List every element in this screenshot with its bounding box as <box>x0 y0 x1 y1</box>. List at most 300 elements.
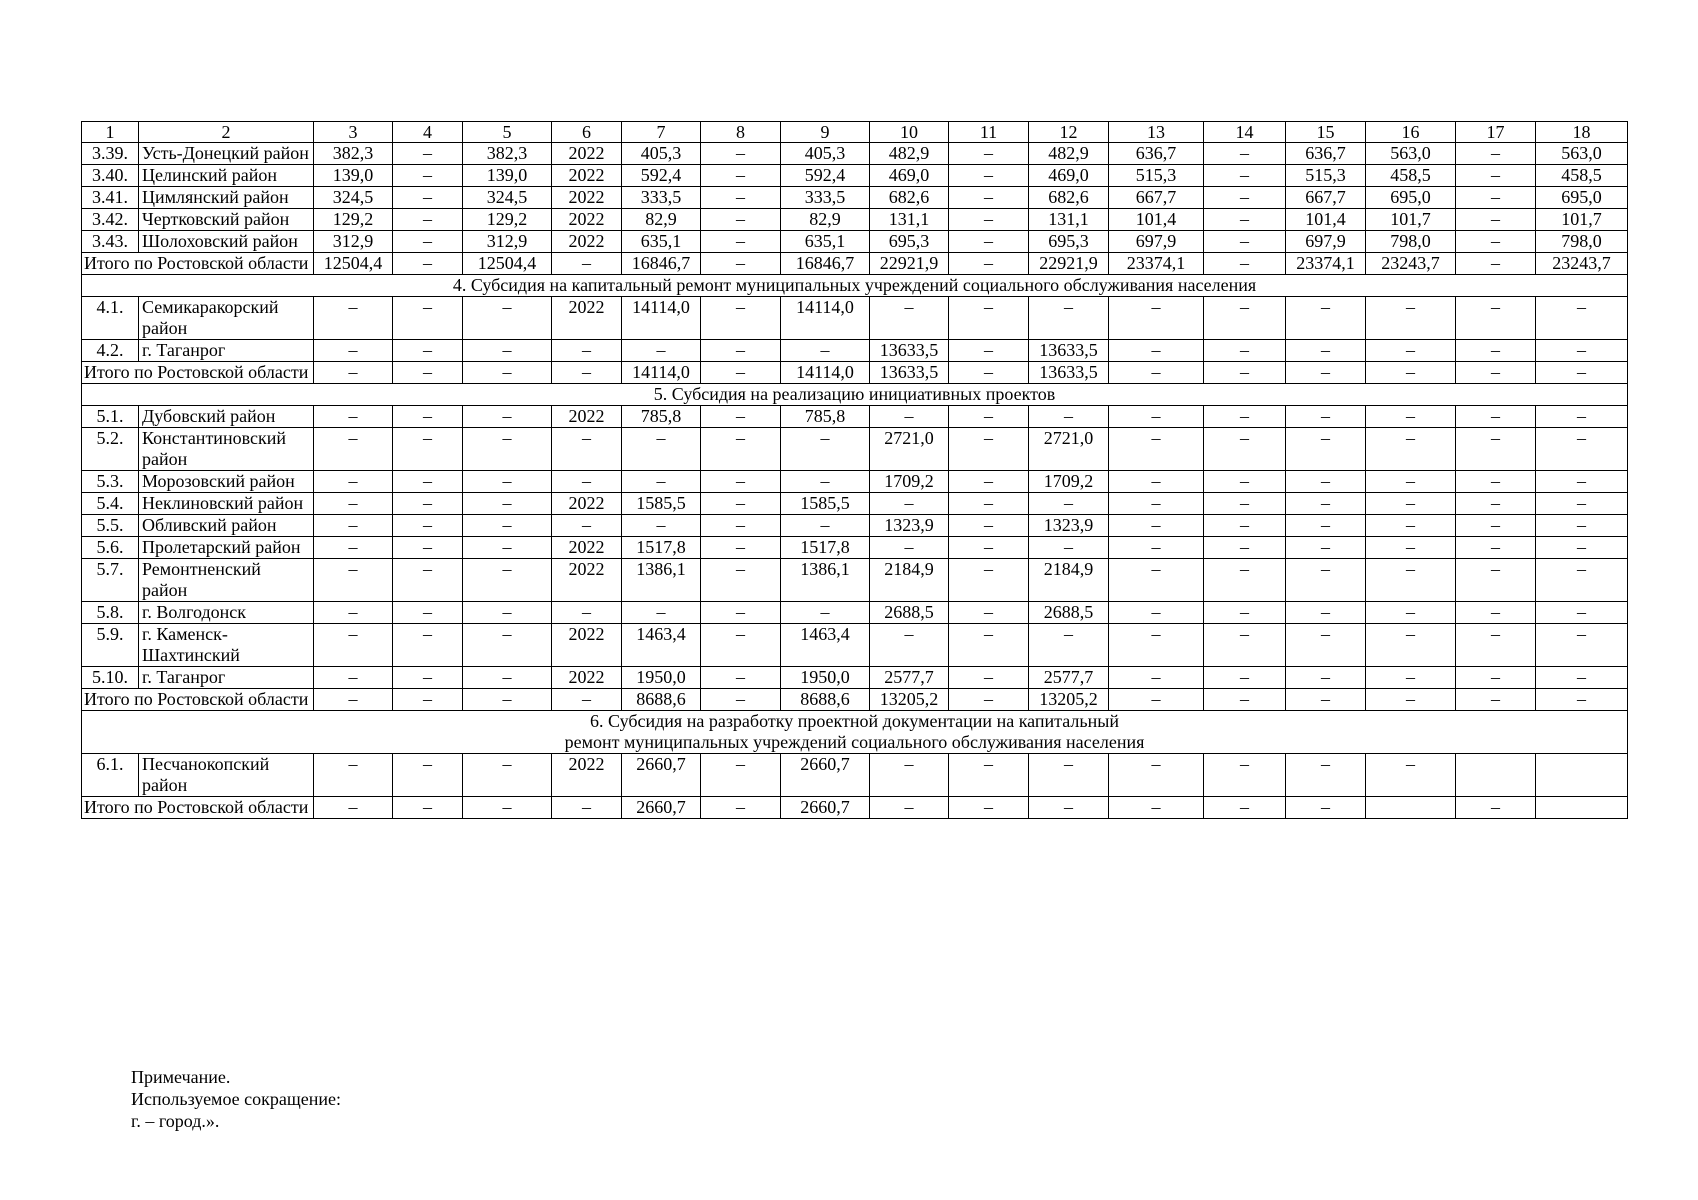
table-cell: – <box>701 689 781 711</box>
table-cell: – <box>1109 297 1204 340</box>
table-cell: 1585,5 <box>622 493 701 515</box>
table-cell: – <box>1109 406 1204 428</box>
table-cell: 2660,7 <box>781 754 870 797</box>
table-cell: – <box>1286 624 1366 667</box>
table-cell: 563,0 <box>1366 143 1456 165</box>
row-number: 5.5. <box>82 515 139 537</box>
district-name: Неклиновский район <box>139 493 314 515</box>
section-title <box>82 275 1628 297</box>
table-cell: 1463,4 <box>622 624 701 667</box>
table-cell: – <box>949 209 1029 231</box>
table-cell: 13633,5 <box>870 362 949 384</box>
table-cell: – <box>1366 667 1456 689</box>
table-cell: – <box>1109 493 1204 515</box>
table-cell: – <box>393 493 463 515</box>
table-cell: – <box>1286 428 1366 471</box>
table-cell: – <box>1536 689 1628 711</box>
table-cell: – <box>314 537 393 559</box>
table-cell: – <box>1456 797 1536 819</box>
section-title-line: 6. Субсидия на разработку проектной документации на капитальный <box>590 711 1119 731</box>
table-cell: – <box>1366 537 1456 559</box>
table-cell: – <box>1204 340 1286 362</box>
column-header: 9 <box>781 122 870 143</box>
table-cell: – <box>1366 340 1456 362</box>
table-cell: – <box>552 602 622 624</box>
table-cell: – <box>1109 689 1204 711</box>
table-cell: – <box>393 797 463 819</box>
table-cell: 2688,5 <box>870 602 949 624</box>
table-cell: 22921,9 <box>1029 253 1109 275</box>
table-cell: – <box>463 406 552 428</box>
column-header: 11 <box>949 122 1029 143</box>
table-cell: – <box>701 493 781 515</box>
table-cell: – <box>393 754 463 797</box>
table-row <box>82 406 1628 428</box>
table-cell: – <box>1109 537 1204 559</box>
table-cell: – <box>701 187 781 209</box>
table-cell: – <box>1204 559 1286 602</box>
table-cell: – <box>701 602 781 624</box>
table-cell: – <box>870 624 949 667</box>
table-cell: – <box>949 165 1029 187</box>
table-row <box>82 165 1628 187</box>
table-cell: 2022 <box>552 667 622 689</box>
table-cell: – <box>870 797 949 819</box>
table-cell: – <box>1204 428 1286 471</box>
table-cell: – <box>701 624 781 667</box>
table-cell: – <box>1366 362 1456 384</box>
section-title <box>82 711 1628 754</box>
table-row <box>82 667 1628 689</box>
table-cell: – <box>1029 624 1109 667</box>
row-number: 3.42. <box>82 209 139 231</box>
table-cell: – <box>1456 297 1536 340</box>
table-cell: 324,5 <box>463 187 552 209</box>
table-cell: 14114,0 <box>781 297 870 340</box>
row-number: 5.7. <box>82 559 139 602</box>
table-cell: – <box>949 406 1029 428</box>
row-number: 3.43. <box>82 231 139 253</box>
table-cell: 1950,0 <box>622 667 701 689</box>
table-cell: 101,4 <box>1109 209 1204 231</box>
table-cell: – <box>949 493 1029 515</box>
district-name: г. Таганрог <box>139 667 314 689</box>
table-cell: – <box>622 602 701 624</box>
table-cell: – <box>393 602 463 624</box>
table-cell: – <box>552 362 622 384</box>
table-cell: 2184,9 <box>870 559 949 602</box>
table-cell: – <box>463 362 552 384</box>
table-cell: – <box>1366 428 1456 471</box>
table-cell: – <box>1204 253 1286 275</box>
table-cell: – <box>1204 165 1286 187</box>
table-cell: – <box>1204 667 1286 689</box>
column-header: 3 <box>314 122 393 143</box>
note-line: Примечание. <box>131 1067 231 1087</box>
table-cell: 798,0 <box>1366 231 1456 253</box>
table-cell: 2022 <box>552 165 622 187</box>
table-cell: 23374,1 <box>1286 253 1366 275</box>
row-number: 4.1. <box>82 297 139 340</box>
table-cell: – <box>949 689 1029 711</box>
table-cell <box>1366 797 1456 819</box>
table-cell: 682,6 <box>1029 187 1109 209</box>
table-cell: – <box>1366 406 1456 428</box>
table-cell: – <box>1286 602 1366 624</box>
table-cell: 2022 <box>552 406 622 428</box>
table-cell: – <box>1109 362 1204 384</box>
table-cell: 2660,7 <box>622 754 701 797</box>
note-line: г. – город.». <box>131 1111 220 1131</box>
table-cell: – <box>1109 602 1204 624</box>
table-cell: – <box>701 754 781 797</box>
table-cell: – <box>701 165 781 187</box>
table-cell: – <box>314 602 393 624</box>
table-cell: – <box>463 754 552 797</box>
table-cell: – <box>1286 537 1366 559</box>
table-cell: 2022 <box>552 559 622 602</box>
row-number: 5.3. <box>82 471 139 493</box>
total-label: Итого по Ростовской области <box>82 797 314 819</box>
district-name: Семикаракорский район <box>139 297 314 340</box>
table-cell: 1386,1 <box>622 559 701 602</box>
column-header: 1 <box>82 122 139 143</box>
table-cell: – <box>1286 559 1366 602</box>
table-cell: 2577,7 <box>870 667 949 689</box>
district-name: Цимлянский район <box>139 187 314 209</box>
table-cell: – <box>1456 689 1536 711</box>
table-cell: – <box>1204 689 1286 711</box>
table-cell: – <box>393 559 463 602</box>
table-cell: – <box>781 602 870 624</box>
district-name: Чертковский район <box>139 209 314 231</box>
table-cell: – <box>781 428 870 471</box>
table-cell: – <box>463 428 552 471</box>
table-cell: 8688,6 <box>781 689 870 711</box>
table-cell: – <box>1286 297 1366 340</box>
total-label: Итого по Ростовской области <box>82 362 314 384</box>
table-cell: – <box>1456 406 1536 428</box>
table-cell: – <box>463 471 552 493</box>
column-header: 8 <box>701 122 781 143</box>
table-cell: – <box>1029 493 1109 515</box>
table-cell: 563,0 <box>1536 143 1628 165</box>
table-row <box>82 493 1628 515</box>
table-cell: – <box>1456 209 1536 231</box>
row-number: 6.1. <box>82 754 139 797</box>
table-cell: – <box>393 515 463 537</box>
table-cell: – <box>701 231 781 253</box>
table-cell: 82,9 <box>622 209 701 231</box>
table-cell: – <box>949 187 1029 209</box>
table-cell: – <box>781 515 870 537</box>
table-row <box>82 209 1628 231</box>
table-cell: – <box>1109 797 1204 819</box>
table-cell: 667,7 <box>1286 187 1366 209</box>
table-cell <box>1536 797 1628 819</box>
section-title-line: 5. Субсидия на реализацию инициативных проектов <box>653 384 1056 404</box>
table-cell: 695,0 <box>1366 187 1456 209</box>
table-cell: – <box>393 689 463 711</box>
table-cell: 139,0 <box>463 165 552 187</box>
table-cell: – <box>1456 231 1536 253</box>
table-cell: – <box>949 602 1029 624</box>
table-cell: – <box>314 362 393 384</box>
table-cell: 515,3 <box>1286 165 1366 187</box>
table-cell: – <box>1536 493 1628 515</box>
table-cell: – <box>870 406 949 428</box>
table-cell: 12504,4 <box>314 253 393 275</box>
table-cell: – <box>1456 602 1536 624</box>
column-header: 15 <box>1286 122 1366 143</box>
table-cell: – <box>552 797 622 819</box>
table-cell: – <box>1109 428 1204 471</box>
table-cell: – <box>622 515 701 537</box>
row-number: 3.39. <box>82 143 139 165</box>
table-cell: – <box>949 428 1029 471</box>
table-cell: – <box>1366 689 1456 711</box>
table-cell: 324,5 <box>314 187 393 209</box>
table-cell: – <box>1456 187 1536 209</box>
total-row <box>82 797 1628 819</box>
table-cell: – <box>701 143 781 165</box>
table-cell: – <box>393 537 463 559</box>
table-cell: – <box>314 340 393 362</box>
table-cell: – <box>393 253 463 275</box>
table-cell: – <box>1536 362 1628 384</box>
district-name: Шолоховский район <box>139 231 314 253</box>
table-cell: – <box>1366 493 1456 515</box>
table-cell: – <box>1204 515 1286 537</box>
table-cell: – <box>1286 689 1366 711</box>
table-cell: 1517,8 <box>781 537 870 559</box>
table-cell: 2022 <box>552 231 622 253</box>
table-cell: 785,8 <box>781 406 870 428</box>
table-cell: – <box>949 231 1029 253</box>
table-cell: – <box>1536 428 1628 471</box>
table-cell: – <box>463 689 552 711</box>
table-cell: – <box>949 471 1029 493</box>
table-cell: – <box>393 667 463 689</box>
table-cell: – <box>1029 406 1109 428</box>
column-header: 7 <box>622 122 701 143</box>
table-cell: 592,4 <box>622 165 701 187</box>
table-cell: – <box>1456 362 1536 384</box>
row-number: 5.1. <box>82 406 139 428</box>
table-cell: – <box>1029 797 1109 819</box>
table-cell: 1950,0 <box>781 667 870 689</box>
table-cell: 139,0 <box>314 165 393 187</box>
table-cell: 695,3 <box>870 231 949 253</box>
column-header: 16 <box>1366 122 1456 143</box>
table-cell: 2688,5 <box>1029 602 1109 624</box>
table-cell: – <box>949 362 1029 384</box>
table-row <box>82 559 1628 602</box>
district-name: г. Волгодонск <box>139 602 314 624</box>
table-cell: – <box>314 797 393 819</box>
table-cell: 2721,0 <box>870 428 949 471</box>
table-cell: 636,7 <box>1109 143 1204 165</box>
table-cell: – <box>701 797 781 819</box>
table-cell: – <box>393 143 463 165</box>
table-cell: 16846,7 <box>622 253 701 275</box>
table-cell: – <box>701 428 781 471</box>
table-cell: – <box>314 689 393 711</box>
table-cell: – <box>949 624 1029 667</box>
table-cell: 2022 <box>552 624 622 667</box>
table-cell: – <box>393 231 463 253</box>
table-cell: – <box>1204 602 1286 624</box>
table-cell: – <box>552 340 622 362</box>
table-cell: – <box>701 667 781 689</box>
table-cell: – <box>393 362 463 384</box>
table-cell: – <box>463 797 552 819</box>
table-row <box>82 471 1628 493</box>
table-cell: 2022 <box>552 143 622 165</box>
table-cell: 2022 <box>552 187 622 209</box>
table-cell: 405,3 <box>781 143 870 165</box>
table-cell: 312,9 <box>314 231 393 253</box>
table-cell: – <box>393 340 463 362</box>
table-cell: – <box>1109 515 1204 537</box>
table-cell: 1323,9 <box>1029 515 1109 537</box>
table-cell: 2660,7 <box>622 797 701 819</box>
table-cell: – <box>870 297 949 340</box>
district-name: Дубовский район <box>139 406 314 428</box>
table-cell: – <box>463 297 552 340</box>
column-header: 2 <box>139 122 314 143</box>
row-number: 5.6. <box>82 537 139 559</box>
table-cell: – <box>949 667 1029 689</box>
table-cell: 2022 <box>552 537 622 559</box>
table-cell: – <box>1536 406 1628 428</box>
table-cell: – <box>1366 471 1456 493</box>
table-cell: 1323,9 <box>870 515 949 537</box>
table-cell: – <box>870 493 949 515</box>
table-cell: – <box>393 187 463 209</box>
table-cell: 13205,2 <box>1029 689 1109 711</box>
table-cell: – <box>949 559 1029 602</box>
table-cell: – <box>701 559 781 602</box>
section-row <box>82 384 1628 406</box>
table-cell: – <box>463 493 552 515</box>
table-row <box>82 297 1628 340</box>
column-header: 4 <box>393 122 463 143</box>
column-header: 5 <box>463 122 552 143</box>
table-cell: 2022 <box>552 493 622 515</box>
column-header: 10 <box>870 122 949 143</box>
table-row <box>82 515 1628 537</box>
table-cell: 1709,2 <box>870 471 949 493</box>
table-cell: 1463,4 <box>781 624 870 667</box>
column-header: 13 <box>1109 122 1204 143</box>
table-cell: – <box>314 624 393 667</box>
table-cell: – <box>1456 253 1536 275</box>
district-name: Обливский район <box>139 515 314 537</box>
table-cell: 636,7 <box>1286 143 1366 165</box>
table-cell: – <box>1204 406 1286 428</box>
table-cell: – <box>552 428 622 471</box>
table-cell: – <box>1536 515 1628 537</box>
table-cell: – <box>1286 340 1366 362</box>
district-name: Целинский район <box>139 165 314 187</box>
table-cell: – <box>1456 493 1536 515</box>
table-cell: 2022 <box>552 209 622 231</box>
table-cell: – <box>1536 340 1628 362</box>
table-cell: – <box>1286 515 1366 537</box>
table-cell: – <box>1366 559 1456 602</box>
table-cell: – <box>1536 297 1628 340</box>
table-cell: – <box>463 602 552 624</box>
row-number: 3.41. <box>82 187 139 209</box>
table-row <box>82 143 1628 165</box>
total-label: Итого по Ростовской области <box>82 253 314 275</box>
column-header: 17 <box>1456 122 1536 143</box>
table-cell: – <box>1456 667 1536 689</box>
district-name: Усть-Донецкий район <box>139 143 314 165</box>
table-cell: – <box>622 428 701 471</box>
table-cell: 2577,7 <box>1029 667 1109 689</box>
table-row <box>82 537 1628 559</box>
table-cell: 22921,9 <box>870 253 949 275</box>
table-cell: 12504,4 <box>463 253 552 275</box>
row-number: 3.40. <box>82 165 139 187</box>
table-cell: – <box>1536 624 1628 667</box>
table-cell: 382,3 <box>463 143 552 165</box>
table-cell: – <box>1286 493 1366 515</box>
table-row <box>82 187 1628 209</box>
table-cell: – <box>1366 602 1456 624</box>
table-cell: 23243,7 <box>1536 253 1628 275</box>
section-title-line: 4. Субсидия на капитальный ремонт муниципальных учреждений социального обслуживания населения <box>452 275 1257 295</box>
table-cell: 382,3 <box>314 143 393 165</box>
row-number: 5.2. <box>82 428 139 471</box>
table-cell: 13633,5 <box>1029 340 1109 362</box>
table-cell: 2022 <box>552 297 622 340</box>
table-row <box>82 428 1628 471</box>
table-cell: 482,9 <box>1029 143 1109 165</box>
table-cell: – <box>314 428 393 471</box>
table-cell: – <box>1456 143 1536 165</box>
table-cell: – <box>314 515 393 537</box>
table-cell: 129,2 <box>463 209 552 231</box>
table-cell: – <box>463 515 552 537</box>
table-cell: – <box>1456 515 1536 537</box>
table-cell: – <box>1204 143 1286 165</box>
column-header: 6 <box>552 122 622 143</box>
table-cell: 1517,8 <box>622 537 701 559</box>
table-cell: – <box>701 209 781 231</box>
table-cell: – <box>701 362 781 384</box>
table-cell: 405,3 <box>622 143 701 165</box>
table-cell: – <box>1366 297 1456 340</box>
table-cell: – <box>393 471 463 493</box>
table-cell: – <box>1204 537 1286 559</box>
table-cell: – <box>701 471 781 493</box>
table-cell: – <box>1204 471 1286 493</box>
total-label: Итого по Ростовской области <box>82 689 314 711</box>
table-row <box>82 231 1628 253</box>
table-cell: – <box>1536 667 1628 689</box>
table-cell: – <box>393 428 463 471</box>
section-row <box>82 711 1628 754</box>
table-cell: – <box>463 537 552 559</box>
table-cell: 129,2 <box>314 209 393 231</box>
table-cell <box>1456 754 1536 797</box>
table-cell: 312,9 <box>463 231 552 253</box>
table-cell: 23374,1 <box>1109 253 1204 275</box>
table-cell: – <box>1366 754 1456 797</box>
